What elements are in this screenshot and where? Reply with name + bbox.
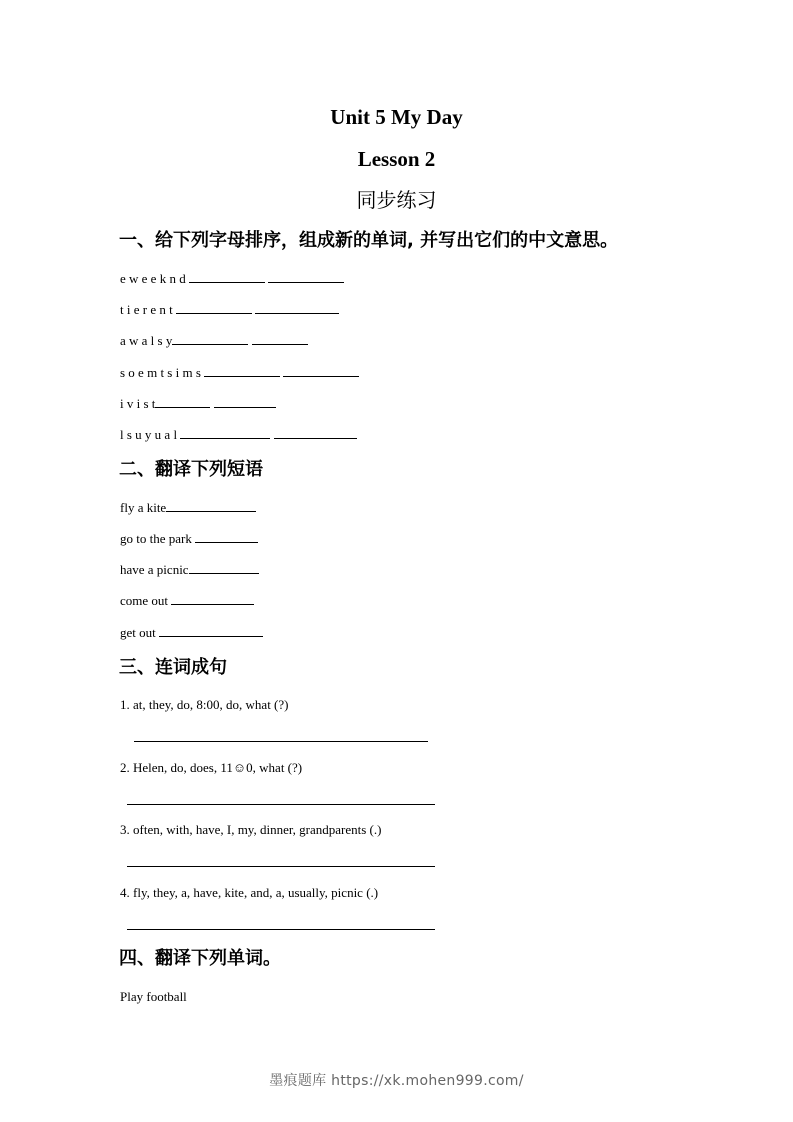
lesson-title: Lesson 2 bbox=[357, 147, 436, 171]
answer-blank[interactable] bbox=[155, 396, 210, 408]
phrase-item-5 bbox=[120, 625, 263, 641]
phrase-item-3 bbox=[120, 562, 259, 578]
meaning-blank[interactable] bbox=[283, 365, 359, 377]
section-1-heading: 一、给下列字母排序，组成新的单词, 并写出它们的中文意思。 bbox=[119, 230, 619, 251]
word-item-1: Play football bbox=[120, 989, 187, 1004]
answer-blank[interactable] bbox=[204, 365, 280, 377]
page-title: Unit 5 My Day bbox=[330, 105, 463, 129]
scramble-letters: l s u y u a l bbox=[120, 427, 178, 442]
sentence-prompt-4: 4. fly, they, a, have, kite, and, a, usually, picnic (.) bbox=[120, 885, 379, 900]
phrase-text: come out bbox=[120, 593, 169, 608]
scramble-item-6 bbox=[120, 427, 357, 443]
phrase-text: fly a kite bbox=[120, 500, 167, 515]
phrase-text: have a picnic bbox=[120, 562, 189, 577]
translation-blank[interactable] bbox=[195, 531, 258, 543]
scramble-item-3 bbox=[120, 333, 308, 349]
scramble-letters: e w e e k n d bbox=[120, 271, 186, 286]
sentence-prompt-3: 3. often, with, have, I, my, dinner, grandparents (.) bbox=[120, 822, 382, 837]
phrase-item-1 bbox=[120, 500, 256, 516]
phrase-text: go to the park bbox=[120, 531, 192, 546]
section-3-heading: 三、连词成句 bbox=[119, 657, 227, 678]
translation-blank[interactable] bbox=[159, 625, 263, 637]
scramble-item-2 bbox=[120, 302, 339, 318]
sentence-answer-line[interactable] bbox=[127, 929, 435, 930]
scramble-letters: i v i s t bbox=[120, 396, 156, 411]
answer-blank[interactable] bbox=[176, 302, 252, 314]
footer-watermark: 墨痕题库 https://xk.mohen999.com/ bbox=[269, 1073, 524, 1089]
meaning-blank[interactable] bbox=[214, 396, 276, 408]
scramble-item-5 bbox=[120, 396, 276, 412]
meaning-blank[interactable] bbox=[255, 302, 339, 314]
answer-blank[interactable] bbox=[189, 271, 265, 283]
sentence-answer-line[interactable] bbox=[127, 866, 435, 867]
scramble-item-4 bbox=[120, 365, 359, 381]
phrase-text: get out bbox=[120, 625, 156, 640]
answer-blank[interactable] bbox=[172, 333, 248, 345]
answer-blank[interactable] bbox=[180, 427, 270, 439]
phrase-item-4 bbox=[120, 593, 254, 609]
sentence-answer-line[interactable] bbox=[127, 804, 435, 805]
phrase-item-2 bbox=[120, 531, 258, 547]
scramble-item-1 bbox=[120, 271, 344, 287]
section-2-heading: 二、翻译下列短语 bbox=[119, 459, 263, 480]
meaning-blank[interactable] bbox=[252, 333, 308, 345]
scramble-letters: t i e r e n t bbox=[120, 302, 173, 317]
scramble-letters: a w a l s y bbox=[120, 333, 173, 348]
sentence-answer-line[interactable] bbox=[134, 741, 428, 742]
section-4-heading: 四、翻译下列单词。 bbox=[119, 948, 281, 969]
page-subtitle: 同步练习 bbox=[356, 188, 437, 212]
scramble-letters: s o e m t s i m s bbox=[120, 365, 201, 380]
meaning-blank[interactable] bbox=[274, 427, 357, 439]
translation-blank[interactable] bbox=[171, 593, 254, 605]
sentence-prompt-1: 1. at, they, do, 8:00, do, what (?) bbox=[120, 697, 289, 712]
translation-blank[interactable] bbox=[189, 562, 259, 574]
translation-blank[interactable] bbox=[166, 500, 256, 512]
meaning-blank[interactable] bbox=[268, 271, 344, 283]
sentence-prompt-2: 2. Helen, do, does, 11☺0, what (?) bbox=[120, 760, 303, 775]
